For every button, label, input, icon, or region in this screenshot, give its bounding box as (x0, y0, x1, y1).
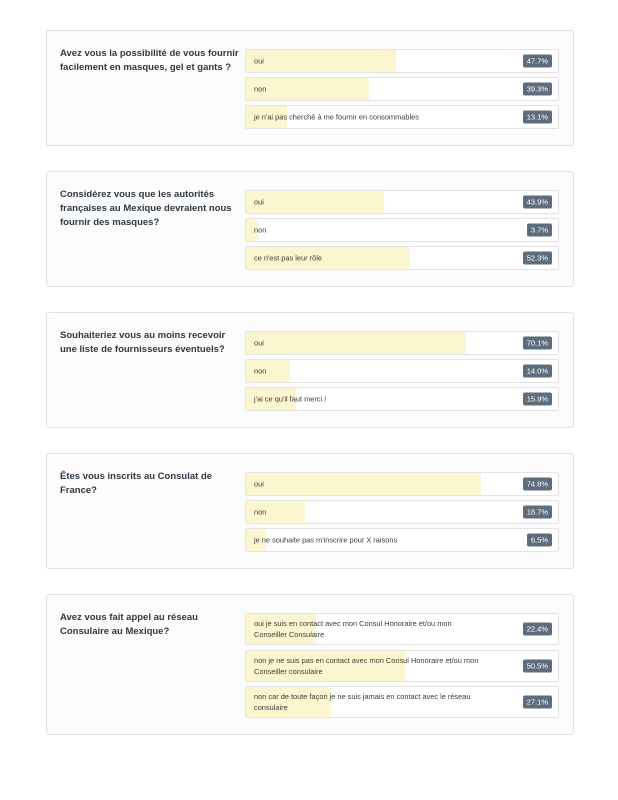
percentage-badge: 15.9% (523, 393, 552, 406)
answer-row (245, 105, 559, 129)
percentage-badge: 18.7% (523, 506, 552, 519)
percentage-badge: 39.3% (523, 83, 552, 96)
percentage-badge: 14.0% (523, 365, 552, 378)
answer-row (245, 686, 559, 718)
answer-row (245, 218, 559, 242)
answer-label: non (254, 225, 267, 235)
percentage-badge: 47.7% (523, 55, 552, 68)
question-title: Avez vous fait appel au réseau Consulaire au Mexique? (60, 612, 198, 637)
answer-row (245, 650, 559, 682)
answer-row (245, 49, 559, 73)
answer-label: oui je suis en contact avec mon Consul Honoraire et/ou mon Conseiller Consulaire (254, 619, 452, 639)
answer-label: non car de toute façon je ne suis jamais en contact avec le réseau consulaire (254, 692, 471, 712)
answer-label: j'ai ce qu'il faut merci ! (254, 394, 327, 404)
question-card (46, 171, 574, 287)
answer-label: non (254, 507, 267, 517)
answer-label: non je ne suis pas en contact avec mon Consul Honoraire et/ou mon Conseiller consulaire (254, 656, 479, 676)
answer-row (245, 472, 559, 496)
percentage-badge: 22.4% (523, 623, 552, 636)
answer-label: oui (254, 479, 264, 489)
answer-label: non (254, 84, 267, 94)
percentage-badge: 6.5% (527, 534, 552, 547)
answer-row (245, 359, 559, 383)
question-title: Souhaiteriez vous au moins recevoir une liste de fournisseurs éventuels? (60, 330, 226, 355)
answer-label: oui (254, 56, 264, 66)
percentage-badge: 13.1% (523, 111, 552, 124)
question-card (46, 30, 574, 146)
answer-label: oui (254, 197, 264, 207)
percentage-badge: 52.3% (523, 252, 552, 265)
answer-label: oui (254, 338, 264, 348)
answer-row (245, 500, 559, 524)
percentage-badge: 43.9% (523, 196, 552, 209)
answer-row (245, 528, 559, 552)
question-title: Êtes vous inscrits au Consulat de France? (60, 471, 213, 496)
percentage-badge: 3.7% (527, 224, 552, 237)
answer-row (245, 331, 559, 355)
percentage-badge: 70.1% (523, 337, 552, 350)
percentage-badge: 50.5% (523, 660, 552, 673)
answer-label: non (254, 366, 267, 376)
answer-label: je n'ai pas cherché à me fournir en consommables (254, 112, 419, 122)
answer-label: je ne souhaite pas m'inscrire pour X raisons (254, 535, 398, 545)
answer-label: ce n'est pas leur rôle (254, 253, 322, 263)
answer-row (245, 77, 559, 101)
question-title: Considérez vous que les autorités françaises au Mexique devraient nous fournir des masques? (60, 189, 232, 228)
question-title: Avez vous la possibilité de vous fournir facilement en masques, gel et gants ? (60, 48, 239, 73)
percentage-badge: 74.8% (523, 478, 552, 491)
question-card (46, 594, 574, 735)
answer-row (245, 613, 559, 645)
answer-row (245, 387, 559, 411)
percentage-badge: 27.1% (523, 696, 552, 709)
question-card (46, 312, 574, 428)
answer-row (245, 190, 559, 214)
answer-row (245, 246, 559, 270)
question-card (46, 453, 574, 569)
